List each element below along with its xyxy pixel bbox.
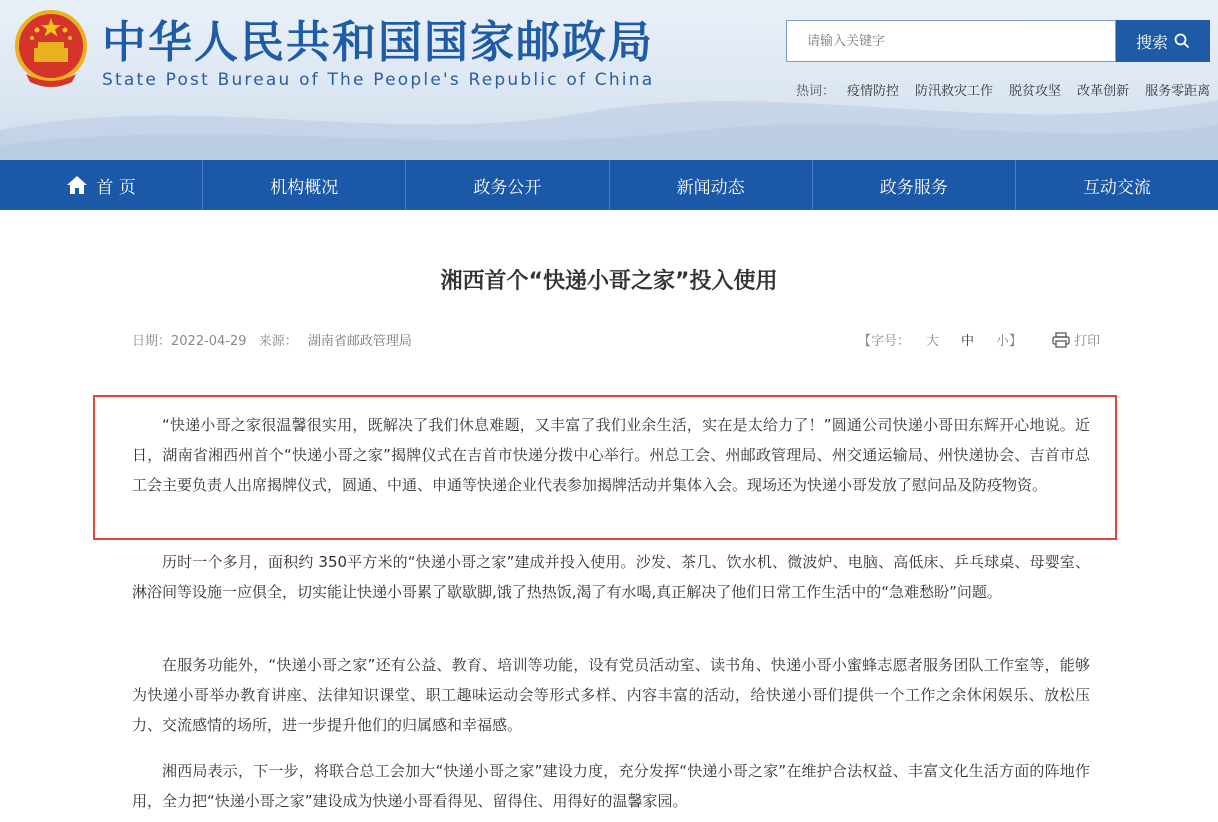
national-emblem-icon[interactable] (12, 8, 90, 88)
site-title-en: State Post Bureau of The People's Republic of China (102, 70, 655, 90)
article-paragraph: “快递小哥之家很温馨很实用，既解决了我们休息难题，又丰富了我们业余生活，实在是太给力了！”圆通公司快递小哥田东辉开心地说。近日，湖南省湘西州首个“快递小哥之家”揭牌仪式在吉首市快递分拨中心举行。州总工会、州邮政管理局、州交通运输局、州快递协会、吉首市总工会主要负责人出席揭牌仪式，圆通、中通、申通等快递企业代表参加揭牌活动并集体入会。现场还为快递小哥发放了慰问品及防疫物资。 (132, 416, 1090, 494)
hotwords-label: 热词： (796, 84, 836, 99)
home-icon (66, 175, 88, 195)
fontsize-large-button[interactable]: 大 (926, 334, 940, 349)
print-button[interactable] (1052, 330, 1100, 349)
search-button[interactable] (1116, 20, 1210, 62)
nav-item-home[interactable] (0, 160, 203, 210)
hotword-link[interactable]: 疫情防控 (847, 84, 900, 99)
article-date: 2022-04-29 (171, 334, 247, 349)
hotword-link[interactable]: 脱贫攻坚 (1009, 84, 1062, 99)
print-label: 打印 (1074, 334, 1101, 349)
nav-item-label: 政务服务 (879, 177, 948, 198)
nav-item-organization[interactable] (203, 160, 406, 210)
article-title: 湘西首个“快递小哥之家”投入使用 (440, 269, 778, 294)
article-paragraph: 在服务功能外，“快递小哥之家”还有公益、教育、培训等功能，设有党员活动室、读书角、快递小哥小蜜蜂志愿者服务团队工作室等，能够为快递小哥举办教育讲座、法律知识课堂、职工趣味运动会等形式多样、内容丰富的活动，给快递小哥们提供一个工作之余休闲娱乐、放松压力、交流感情的场所，进一步提升他们的归属感和幸福感。 (132, 656, 1090, 734)
nav-item-label: 首 页 (96, 177, 136, 198)
fontsize-medium-button[interactable]: 中 (961, 334, 975, 349)
nav-item-interaction[interactable] (1016, 160, 1218, 210)
fontsize-small-button[interactable]: 小】 (996, 334, 1023, 349)
hotword-link[interactable]: 服务零距离 (1145, 84, 1211, 99)
nav-item-services[interactable] (813, 160, 1016, 210)
source-label: 来源： (258, 334, 298, 349)
search-button-label: 搜索 (1135, 32, 1168, 52)
article-meta (132, 330, 412, 349)
nav-item-label: 政务公开 (473, 177, 542, 198)
hotwords-bar (796, 80, 1210, 99)
fontsize-label: 【字号： (858, 334, 911, 349)
printer-icon (1052, 332, 1070, 348)
search-icon (1174, 33, 1190, 49)
article-tools (858, 330, 1100, 349)
main-nav (0, 160, 1218, 210)
nav-item-label: 互动交流 (1082, 177, 1151, 198)
nav-item-government-affairs[interactable] (406, 160, 609, 210)
hotword-link[interactable]: 改革创新 (1077, 84, 1130, 99)
article-paragraph: 湘西局表示，下一步，将联合总工会加大“快递小哥之家”建设力度，充分发挥“快递小哥之家”在维护合法权益、丰富文化生活方面的阵地作用，全力把“快递小哥之家”建设成为快递小哥看得见、留得住、用得好的温馨家园。 (132, 762, 1090, 810)
article-paragraph: 历时一个多月，面积约 350平方米的“快递小哥之家”建成并投入使用。沙发、茶几、饮水机、微波炉、电脑、高低床、乒乓球桌、母婴室、淋浴间等设施一应俱全，切实能让快递小哥累了歇歇脚,饿了热热饭,渴了有水喝,真正解决了他们日常工作生活中的“急难愁盼”问题。 (132, 553, 1090, 601)
nav-item-label: 机构概况 (270, 177, 339, 198)
hotword-link[interactable]: 防汛救灾工作 (915, 84, 994, 99)
date-label: 日期： (132, 334, 172, 349)
search-input[interactable] (786, 20, 1116, 62)
nav-item-label: 新闻动态 (676, 177, 745, 198)
site-title-cn[interactable]: 中华人民共和国国家邮政局 (102, 17, 654, 68)
nav-item-news[interactable] (610, 160, 813, 210)
site-header (0, 0, 1218, 160)
article-source: 湖南省邮政管理局 (307, 334, 412, 349)
